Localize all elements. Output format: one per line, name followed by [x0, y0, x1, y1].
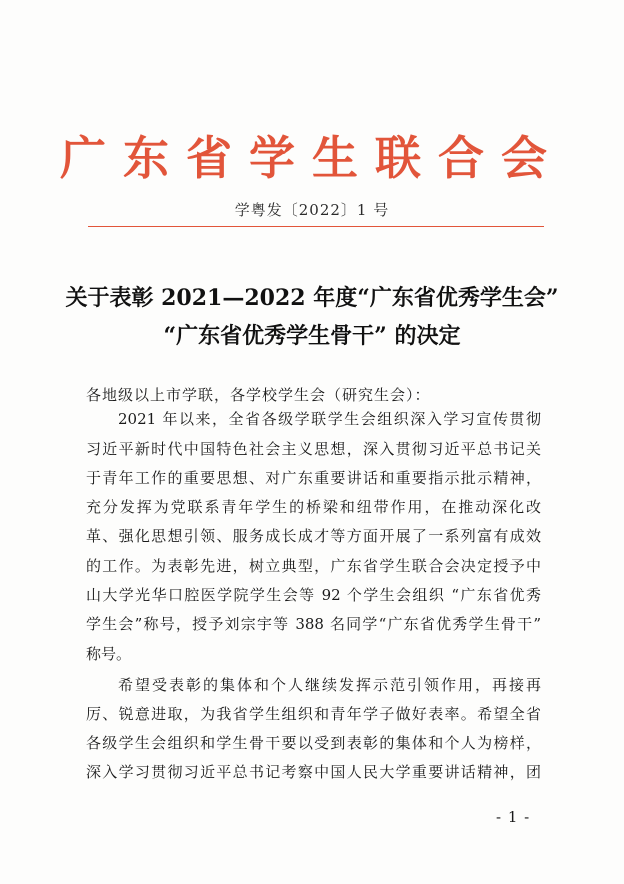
paragraph-1-line: 2021 年以来，全省各级学联学生会组织深入学习宣传贯彻 [118, 410, 541, 428]
issuer-masthead: 广东省学生联合会 [60, 131, 564, 185]
paragraph-1-line: 充分发挥为党联系青年学生的桥梁和纽带作用，在推动深化改 [86, 498, 541, 516]
salutation: 各地级以上市学联，各学校学生会（研究生会）： [86, 386, 431, 404]
paragraph-1-line: 学生会”称号，授予刘宗宇等 388 名同学“广东省优秀学生骨干” [86, 615, 541, 633]
paragraph-1-line: 于青年工作的重要思想、对广东重要讲话和重要指示批示精神， [86, 469, 541, 487]
paragraph-1-line: 革、强化思想引领、服务成长成才等方面开展了一系列富有成效 [86, 527, 541, 545]
document-number: 学粤发〔2022〕1 号 [234, 201, 390, 219]
paragraph-1-line: 称号。 [86, 645, 132, 663]
title-line-2: “广东省优秀学生骨干” 的决定 [163, 323, 461, 349]
title-line-1: 关于表彰 2021—2022 年度“广东省优秀学生会” [65, 285, 559, 311]
paragraph-2-line: 厉、锐意进取，为我省学生组织和青年学子做好表率。希望全省 [86, 705, 541, 723]
paragraph-1-line: 的工作。为表彰先进，树立典型，广东省学生联合会决定授予中 [86, 557, 541, 575]
red-divider-line [88, 226, 544, 227]
page-number: - 1 - [496, 808, 531, 826]
paragraph-1-line: 习近平新时代中国特色社会主义思想，深入贯彻习近平总书记关 [86, 440, 541, 458]
paragraph-2-line: 各级学生会组织和学生骨干要以受到表彰的集体和个人为榜样， [86, 734, 541, 752]
paragraph-1-line: 山大学光华口腔医学院学生会等 92 个学生会组织 “广东省优秀 [86, 586, 541, 604]
paragraph-2-line: 希望受表彰的集体和个人继续发挥示范引领作用，再接再 [118, 676, 541, 694]
paragraph-2-line: 深入学习贯彻习近平总书记考察中国人民大学重要讲话精神，团 [86, 763, 541, 781]
